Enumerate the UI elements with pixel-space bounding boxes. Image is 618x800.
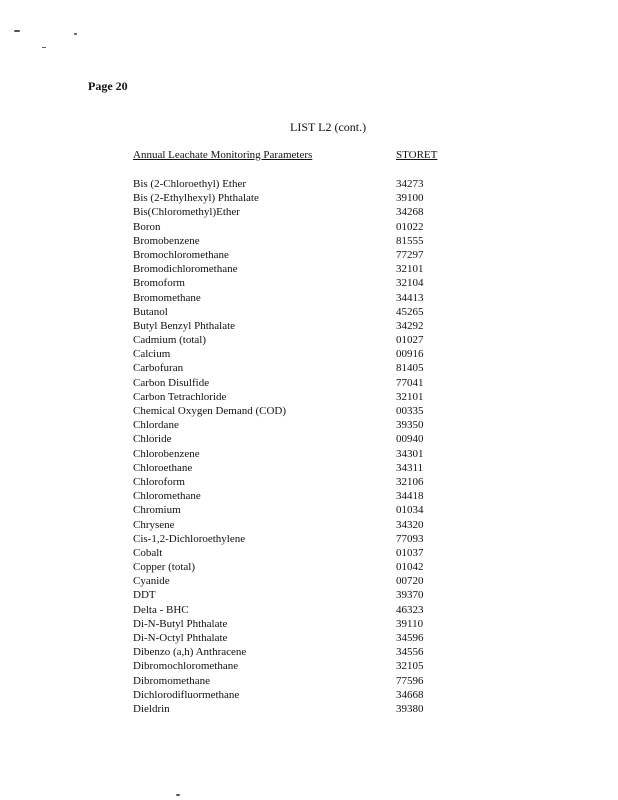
- storet-code: 81405: [396, 362, 424, 375]
- list-item: [133, 702, 463, 716]
- parameter-name: Butanol: [133, 305, 168, 318]
- storet-code: 32101: [396, 263, 424, 276]
- list-item: [133, 688, 463, 702]
- storet-code: 00940: [396, 433, 424, 446]
- parameter-name: Di-N-Butyl Phthalate: [133, 617, 228, 630]
- storet-code: 34320: [396, 518, 424, 531]
- parameter-name: Butyl Benzyl Phthalate: [133, 319, 236, 332]
- parameter-name: Chromium: [133, 504, 181, 517]
- parameter-name: Chlorobenzene: [133, 447, 200, 460]
- list-item: [133, 518, 463, 532]
- list-item: [133, 361, 463, 375]
- storet-code: 32104: [396, 277, 424, 290]
- storet-code: 01027: [396, 334, 424, 347]
- storet-code: 46323: [396, 603, 424, 616]
- storet-code: 39380: [396, 702, 424, 715]
- list-item: [133, 645, 463, 659]
- scan-artifact: [176, 794, 180, 796]
- parameter-name: Dibromomethane: [133, 674, 210, 687]
- list-item: [133, 305, 463, 319]
- list-item: [133, 205, 463, 219]
- list-item: [133, 404, 463, 418]
- list-item: [133, 489, 463, 503]
- parameter-name: Dieldrin: [133, 702, 170, 715]
- list-item: [133, 276, 463, 290]
- storet-code: 77297: [396, 248, 424, 261]
- storet-code: 34413: [396, 291, 424, 304]
- list-item: [133, 234, 463, 248]
- scan-artifact: [42, 47, 46, 48]
- parameter-name: Bis (2-Chloroethyl) Ether: [133, 178, 247, 190]
- parameter-name: Dibenzo (a,h) Anthracene: [133, 646, 247, 659]
- storet-code: 34268: [396, 206, 424, 219]
- parameter-name: Delta - BHC: [133, 603, 189, 616]
- parameter-name: Bromochloromethane: [133, 248, 229, 261]
- storet-code: 39350: [396, 419, 424, 432]
- parameter-name: Chrysene: [133, 518, 175, 531]
- parameter-name: Carbofuran: [133, 362, 184, 375]
- list-item: [133, 319, 463, 333]
- parameter-name: Boron: [133, 220, 161, 233]
- list-item: [133, 603, 463, 617]
- storet-column-header: STORET: [396, 149, 438, 161]
- storet-code: 45265: [396, 305, 424, 318]
- list-item: [133, 574, 463, 588]
- storet-code: 34596: [396, 632, 424, 644]
- list-item: [133, 503, 463, 517]
- list-item: [133, 532, 463, 546]
- storet-code: 39100: [396, 192, 424, 205]
- parameter-name: Calcium: [133, 348, 171, 361]
- list-item: [133, 447, 463, 461]
- parameter-name: Di-N-Octyl Phthalate: [133, 632, 228, 644]
- parameter-name: Cis-1,2-Dichloroethylene: [133, 532, 246, 545]
- storet-code: 01034: [396, 504, 424, 517]
- list-item: [133, 291, 463, 305]
- parameter-name: Chloride: [133, 433, 172, 446]
- parameter-name: Bromomethane: [133, 291, 201, 304]
- list-item: [133, 631, 463, 645]
- storet-code: 01022: [396, 220, 424, 233]
- parameter-name: Bis (2-Ethylhexyl) Phthalate: [133, 192, 259, 205]
- parameter-column-header: Annual Leachate Monitoring Parameters: [133, 149, 313, 161]
- storet-code: 01042: [396, 561, 424, 574]
- page-number: Page 20: [88, 79, 128, 93]
- parameter-name: Dibromochloromethane: [133, 660, 239, 673]
- parameter-name: Cadmium (total): [133, 334, 207, 347]
- list-item: [133, 418, 463, 432]
- list-item: [133, 475, 463, 489]
- storet-code: 00720: [396, 575, 424, 588]
- parameter-name: Chlordane: [133, 419, 179, 432]
- storet-code: 39370: [396, 589, 424, 602]
- storet-code: 34292: [396, 319, 424, 332]
- storet-code: 77596: [396, 674, 424, 687]
- list-item: [133, 659, 463, 673]
- parameter-name: Copper (total): [133, 561, 196, 574]
- storet-code: 81555: [396, 234, 424, 247]
- parameter-name: Chloromethane: [133, 490, 201, 503]
- list-item: [133, 191, 463, 205]
- list-item: [133, 432, 463, 446]
- list-item: [133, 390, 463, 404]
- parameter-name: Chemical Oxygen Demand (COD): [133, 405, 287, 417]
- parameter-name: Bromodichloromethane: [133, 263, 238, 276]
- storet-code: 34273: [396, 178, 424, 190]
- storet-code: 01037: [396, 546, 424, 559]
- storet-code: 34668: [396, 688, 424, 701]
- parameter-name: Chloroethane: [133, 461, 193, 474]
- list-item: [133, 674, 463, 688]
- storet-code: 34311: [396, 461, 424, 474]
- parameter-name: Dichlorodifluormethane: [133, 688, 240, 701]
- list-item: [133, 220, 463, 234]
- storet-code: 77093: [396, 532, 424, 545]
- list-item: [133, 560, 463, 574]
- parameter-name: Carbon Tetrachloride: [133, 390, 227, 403]
- parameter-name: Bromoform: [133, 277, 185, 290]
- storet-code: 34418: [396, 490, 424, 503]
- parameter-name: Cyanide: [133, 575, 170, 588]
- list-item: [133, 588, 463, 602]
- parameter-name: Cobalt: [133, 546, 163, 559]
- list-item: [133, 617, 463, 631]
- storet-code: 34301: [396, 447, 424, 460]
- storet-code: 32106: [396, 475, 424, 488]
- list-item: [133, 177, 463, 191]
- storet-code: 34556: [396, 646, 424, 659]
- list-item: [133, 376, 463, 390]
- parameter-name: Carbon Disulfide: [133, 376, 210, 389]
- parameter-list: [133, 177, 463, 716]
- list-item: [133, 333, 463, 347]
- list-item: [133, 546, 463, 560]
- storet-code: 39110: [396, 617, 424, 630]
- storet-code: 32105: [396, 660, 424, 673]
- list-item: [133, 248, 463, 262]
- storet-code: 00916: [396, 348, 424, 361]
- list-title: LIST L2 (cont.): [290, 120, 367, 134]
- parameter-name: Chloroform: [133, 475, 185, 488]
- list-item: [133, 347, 463, 361]
- parameter-name: DDT: [133, 589, 156, 602]
- parameter-name: Bromobenzene: [133, 234, 200, 247]
- list-item: [133, 262, 463, 276]
- parameter-name: Bis(Chloromethyl)Ether: [133, 206, 240, 219]
- scan-artifact: [14, 30, 20, 32]
- scan-artifact: [74, 33, 77, 35]
- list-item: [133, 461, 463, 475]
- storet-code: 32101: [396, 390, 424, 403]
- storet-code: 77041: [396, 376, 424, 389]
- storet-code: 00335: [396, 405, 424, 417]
